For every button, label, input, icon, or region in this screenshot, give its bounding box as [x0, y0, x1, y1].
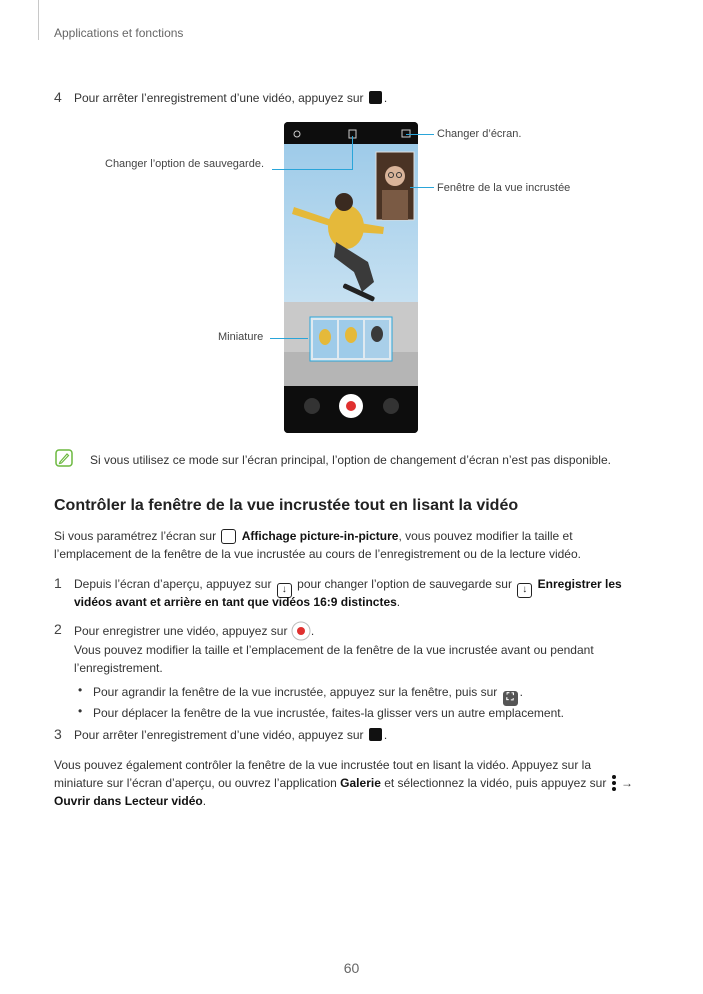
- callout-line: [270, 338, 308, 339]
- expand-icon: ⛶: [503, 691, 518, 706]
- step-4-text: Pour arrêter l’enregistrement d’une vidéo, appuyez sur .: [74, 91, 388, 105]
- step-2-line-2: Vous pouvez modifier la taille et l’emplacement de la fenêtre de la vue incrustée avant ou pendant: [74, 643, 594, 657]
- intro-line-1: Si vous paramétrez l’écran sur Affichage picture-in-picture, vous pouvez modifier la taille et: [54, 529, 573, 543]
- effects-icon: [304, 398, 320, 414]
- step-2-line-3: l’enregistrement.: [74, 661, 163, 675]
- callout-switch-screen: Changer d’écran.: [437, 128, 522, 140]
- bullet-2: Pour déplacer la fenêtre de la vue incrustée, faites-la glisser vers un autre emplacement.: [93, 706, 564, 720]
- stop-icon: [369, 728, 382, 741]
- pip-display-icon: [221, 529, 236, 544]
- closing-line-1: Vous pouvez également contrôler la fenêtre de la vue incrustée tout en lisant la vidéo. Appuyez sur la: [54, 758, 591, 772]
- callout-line: [352, 136, 353, 170]
- callout-thumbnail: Miniature: [218, 331, 264, 343]
- record-icon: [291, 621, 311, 641]
- intro-line-2: l’emplacement de la fenêtre de la vue incrustée au cours de l’enregistrement ou de la lecture vidéo.: [54, 547, 581, 561]
- bullet-1: Pour agrandir la fenêtre de la vue incrustée, appuyez sur la fenêtre, puis sur ⛶ .: [93, 683, 523, 706]
- stop-icon: [369, 91, 382, 104]
- more-options-icon: [610, 774, 618, 792]
- step-number: 1: [54, 575, 62, 591]
- note-text: Si vous utilisez ce mode sur l’écran principal, l’option de changement d’écran n’est pas disponible.: [90, 453, 611, 467]
- note-icon: [55, 449, 73, 467]
- callout-pip-window: Fenêtre de la vue incrustée: [437, 182, 571, 194]
- closing-line-3: Ouvrir dans Lecteur vidéo.: [54, 794, 207, 808]
- callout-line: [410, 187, 434, 188]
- bullet-dot: •: [78, 704, 83, 718]
- section-title: Contrôler la fenêtre de la vue incrustée tout en lisant la vidéo: [54, 497, 519, 514]
- callout-line: [406, 134, 434, 135]
- section-header: Applications et fonctions: [54, 26, 184, 40]
- callout-line: [272, 169, 353, 170]
- step-1-line-2: vidéos avant et arrière en tant que vidéos 16:9 distinctes.: [74, 595, 401, 609]
- step-number: 4: [54, 89, 62, 105]
- save-option-icon: ↓: [277, 583, 292, 598]
- step-1-line-1: Depuis l’écran d’aperçu, appuyez sur ↓ pour changer l’option de sauvegarde sur ↓ Enregistrer les: [74, 575, 622, 598]
- callout-save-option: Changer l’option de sauvegarde.: [105, 158, 265, 170]
- step-3-text: Pour arrêter l’enregistrement d’une vidéo, appuyez sur .: [74, 728, 388, 742]
- step-2-line-1: Pour enregistrer une vidéo, appuyez sur .: [74, 621, 314, 641]
- separate-videos-icon: ↓: [517, 583, 532, 598]
- bullet-dot: •: [78, 683, 83, 697]
- closing-line-2: miniature sur l’écran d’aperçu, ou ouvrez l’application Galerie et sélectionnez la vidéo, puis appuyez sur →: [54, 776, 634, 790]
- flip-camera-icon: [383, 398, 399, 414]
- step-number: 3: [54, 726, 62, 742]
- header-divider: [38, 0, 39, 40]
- step-number: 2: [54, 621, 62, 637]
- page-number: 60: [343, 960, 360, 976]
